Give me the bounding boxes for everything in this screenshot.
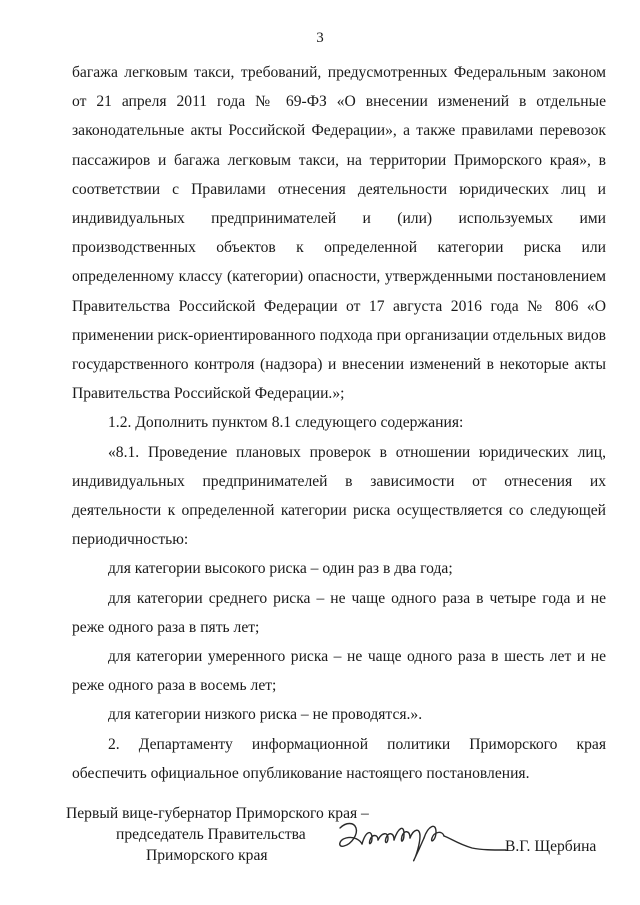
document-body (72, 58, 606, 788)
paragraph-1-2: 1.2. Дополнить пунктом 8.1 следующего содержания: (108, 414, 464, 432)
list-item-high-risk: для категории высокого риска – один раз в два года; (108, 560, 453, 578)
list-item-low-risk: для категории низкого риска – не проводятся.». (108, 706, 423, 724)
signatory-title-line-1: Первый вице-губернатор Приморского края – (66, 805, 369, 822)
signatory-title-line-2: председатель Правительства (116, 826, 306, 843)
handwritten-signature (332, 808, 512, 868)
list-item-medium-risk: для категории среднего риска – не чаще одного раза в четыре года и не реже одного раза в пять лет; (72, 589, 606, 636)
page-number: 3 (316, 30, 324, 46)
paragraph-8-1: «8.1. Проведение плановых проверок в отношении юридических лиц, индивидуальных предпринимателей в зависимости от отнесения их деятельности к определенной категории риска осуществляется со следующей периодичностью: (72, 443, 606, 549)
paragraph-2: 2. Департаменту информационной политики Приморского края обеспечить официальное опубликование настоящего постановления. (72, 735, 606, 782)
paragraph-continuation: багажа легковым такси, требований, предусмотренных Федеральным законом от 21 апреля 2011 года № 69-ФЗ «О внесении изменений в отдельные законодательные акты Российской Федерации», а также правилами перевозок пассажиров и багажа легковым такси, на территории Приморского края», в соответствии с Правилами отнесения деятельности юридических лиц и индивидуальных предпринимателей и (или) используемых ими производственных объектов к определенной категории риска или определенному классу (категории) опасности, утвержденными постановлением Правительства Российской Федерации от 17 августа 2016 года № 806 «О применении риск-ориентированного подхода при организации отдельных видов государственного контроля (надзора) и внесении изменений в некоторые акты Правительства Российской Федерации.»; (72, 64, 606, 403)
signatory-name: В.Г. Щербина (505, 838, 597, 855)
signatory-title (66, 803, 369, 866)
signatory-title-line-3: Приморского края (146, 847, 268, 864)
list-item-moderate-risk: для категории умеренного риска – не чаще одного раза в шесть лет и не реже одного раза в восемь лет; (72, 648, 606, 695)
